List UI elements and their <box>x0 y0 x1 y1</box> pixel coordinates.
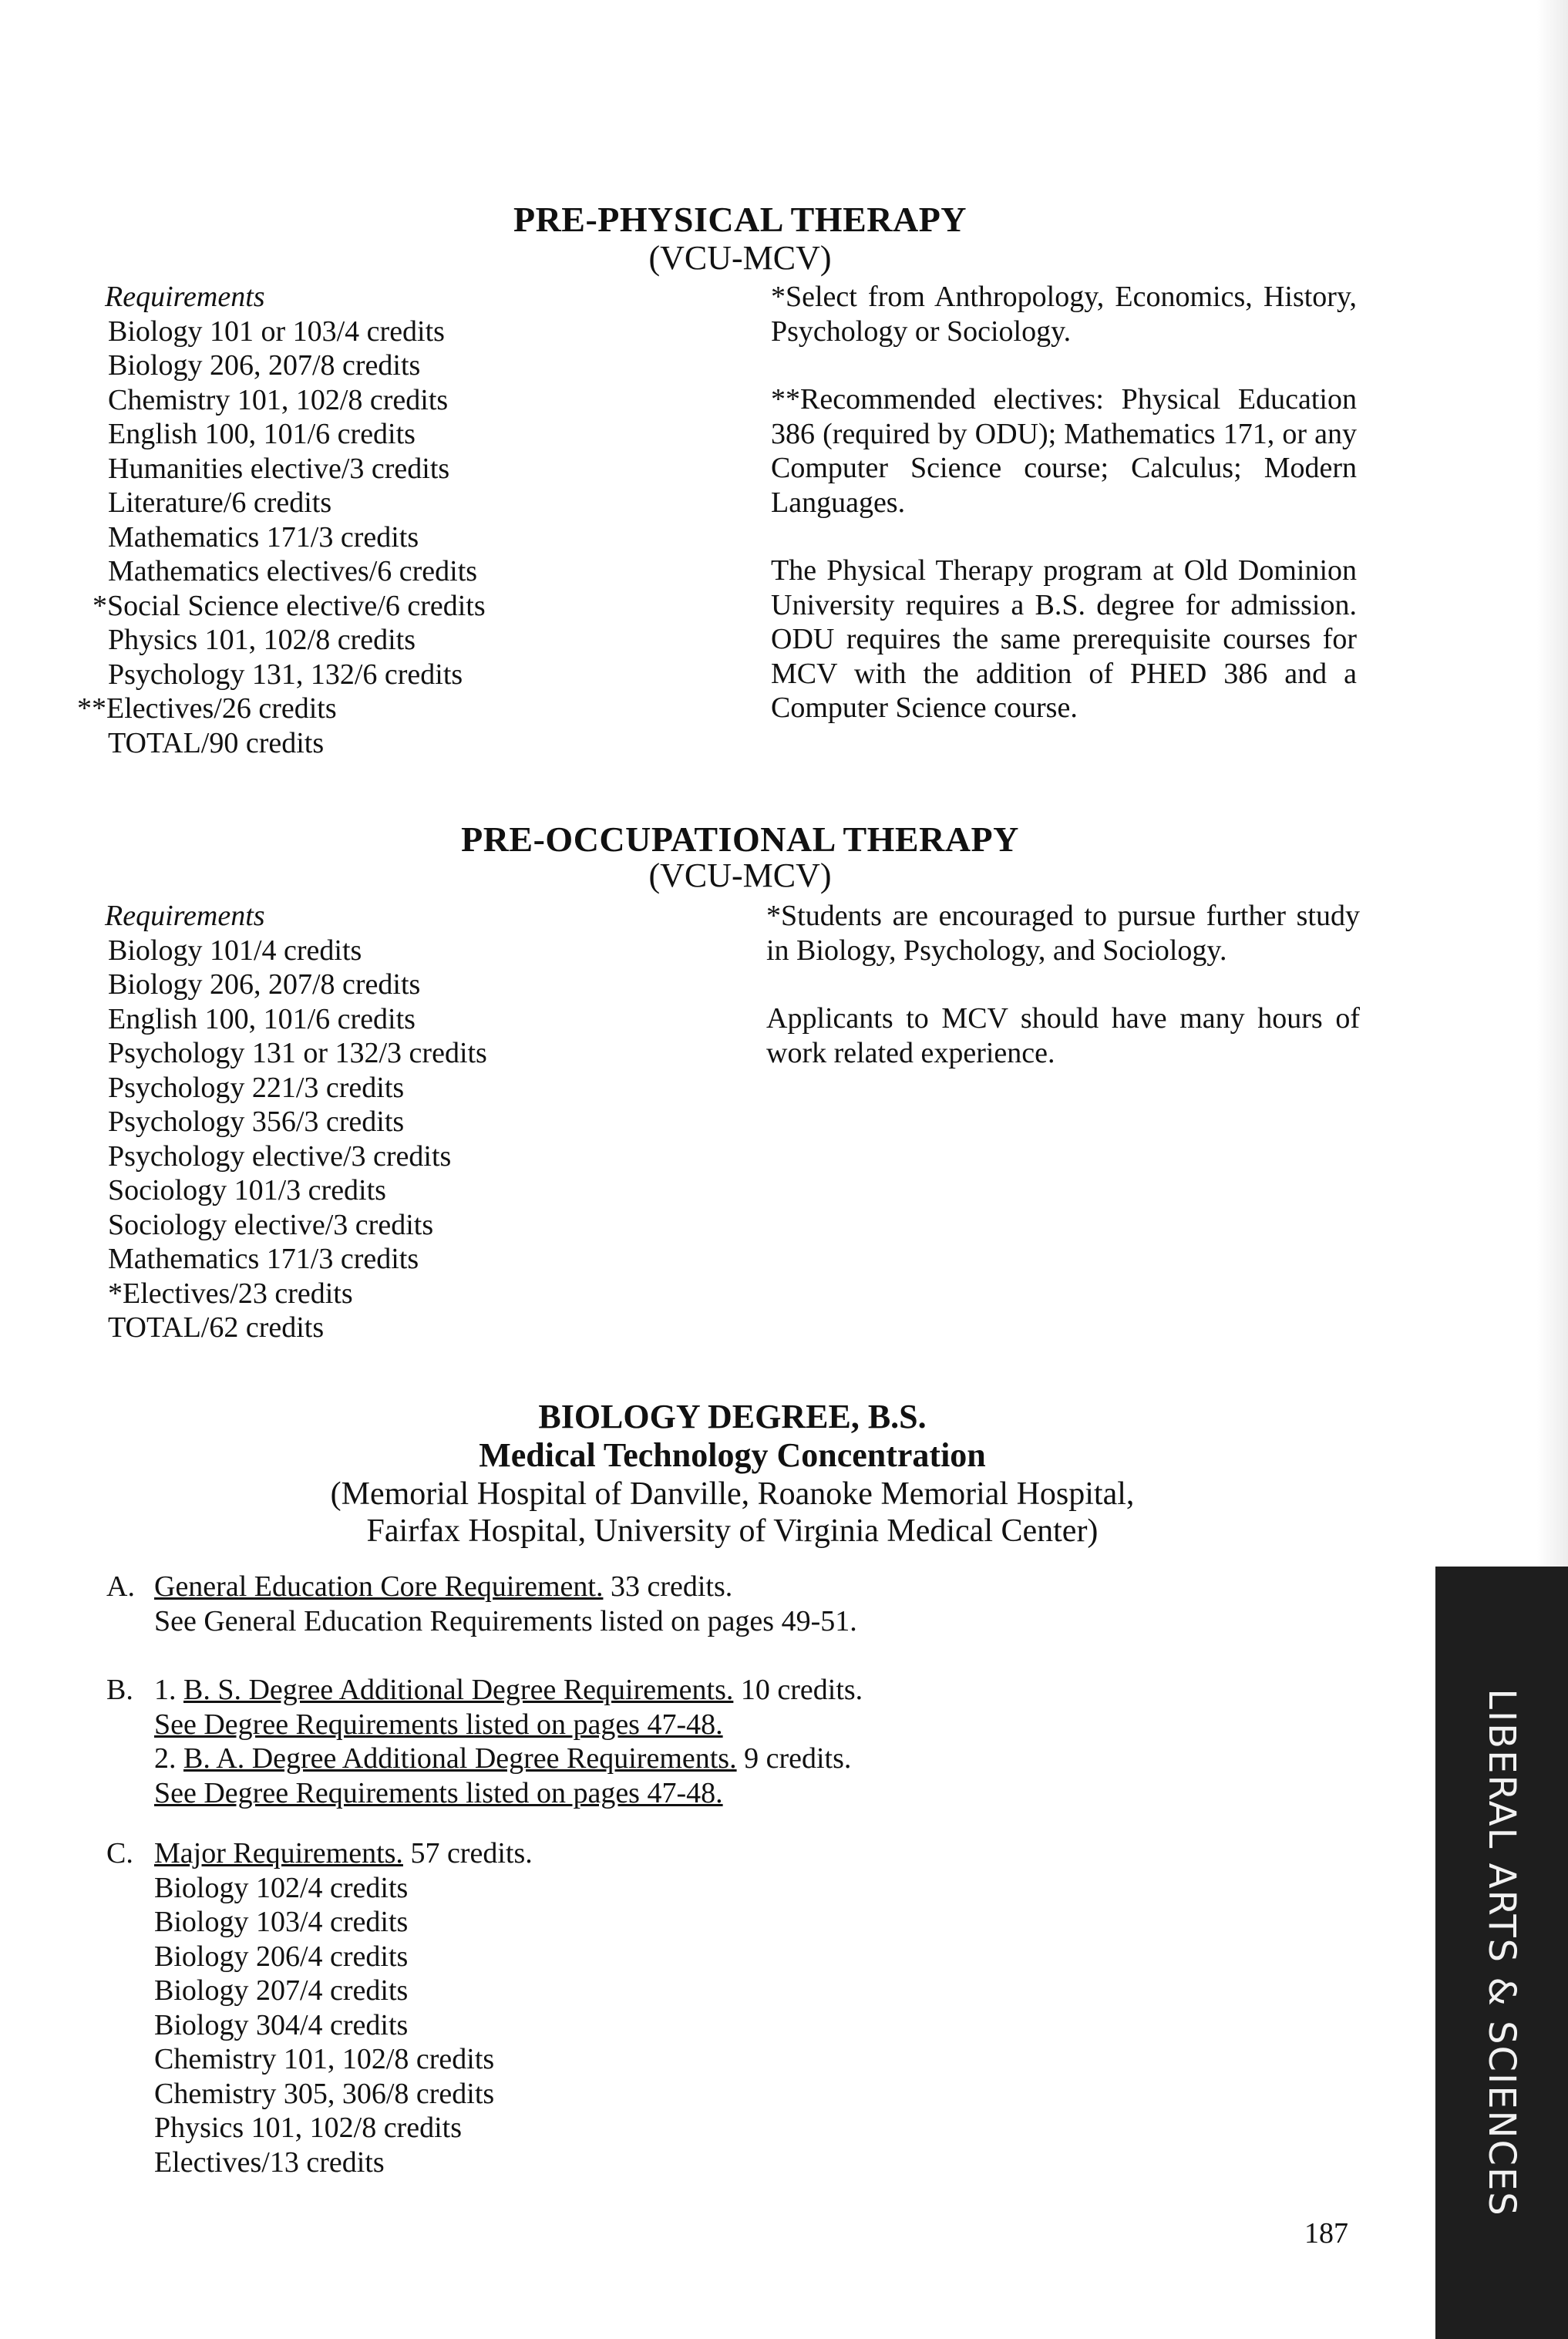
major-req-item: Chemistry 101, 102/8 credits <box>154 2043 495 2075</box>
ot-req-item: Psychology 131 or 132/3 credits <box>108 1037 487 1069</box>
pt-title: PRE-PHYSICAL THERAPY <box>513 200 967 239</box>
major-req-item: Physics 101, 102/8 credits <box>154 2112 462 2144</box>
section-c-heading: Major Requirements. <box>154 1837 403 1870</box>
pt-req-item: Biology 206, 207/8 credits <box>108 349 421 382</box>
ot-note: Applicants to MCV should have many hours of work related experience. <box>766 1002 1360 1069</box>
pt-total: TOTAL/90 credits <box>108 726 325 759</box>
bio-subtitle: Medical Technology Concentration <box>479 1436 986 1474</box>
pt-req-item: Biology 101 or 103/4 credits <box>108 315 445 348</box>
section-a-marker: A. <box>106 1570 135 1603</box>
ot-req-item: Sociology elective/3 credits <box>108 1208 434 1241</box>
pt-requirements <box>77 280 486 760</box>
major-req-item: Biology 103/4 credits <box>154 1906 409 1938</box>
pt-req-item: Humanities elective/3 credits <box>108 452 450 485</box>
page-number: 187 <box>1304 2217 1348 2250</box>
section-b-marker: B. <box>106 1674 133 1706</box>
bio-hospitals-line2: Fairfax Hospital, University of Virginia Medical Center) <box>366 1513 1099 1549</box>
section-c-marker: C. <box>106 1837 133 1870</box>
pt-req-item: Mathematics 171/3 credits <box>108 520 419 554</box>
section-thumb-tab <box>1435 1567 1568 2339</box>
ot-req-item: Psychology 221/3 credits <box>108 1071 405 1104</box>
section-b2-credits: 9 credits. <box>736 1742 852 1775</box>
bio-section-a <box>106 1570 857 1638</box>
pt-req-item: Mathematics electives/6 credits <box>108 555 478 587</box>
bio-hospitals-line1: (Memorial Hospital of Danville, Roanoke Memorial Hospital, <box>330 1476 1135 1512</box>
pt-note: *Select from Anthropology, Economics, History, Psychology or Sociology. <box>771 281 1357 348</box>
section-b1-credits: 10 credits. <box>733 1674 863 1706</box>
page-edge-shadow <box>1537 0 1568 1567</box>
section-c-credits: 57 credits. <box>402 1837 533 1870</box>
section-b1-heading: B. S. Degree Additional Degree Requirements. <box>183 1674 734 1706</box>
ot-req-item: *Electives/23 credits <box>108 1277 353 1310</box>
ot-req-item: Psychology elective/3 credits <box>108 1139 452 1173</box>
ot-req-label: Requirements <box>105 900 265 932</box>
section-b1-number: 1. <box>154 1674 183 1706</box>
major-req-item: Biology 102/4 credits <box>154 1871 409 1904</box>
ot-note: *Students are encouraged to pursue further study in Biology, Psychology, and Sociology. <box>766 900 1360 967</box>
ot-subtitle: (VCU-MCV) <box>648 857 832 894</box>
bio-section-c <box>106 1836 533 2179</box>
bio-section-b <box>106 1673 863 1810</box>
pt-note: The Physical Therapy program at Old Dominion University requires a B.S. degree for admission. ODU requires the same prerequisite courses for MCV with the addition of PHED 386 and a Computer Science course. <box>771 554 1357 724</box>
ot-req-item: Mathematics 171/3 credits <box>108 1243 419 1275</box>
ot-requirements <box>105 899 487 1345</box>
pt-req-item: Physics 101, 102/8 credits <box>108 624 416 656</box>
ot-req-item: Biology 206, 207/8 credits <box>108 968 421 1001</box>
pt-req-item: Literature/6 credits <box>108 486 332 519</box>
pt-req-item: Psychology 131, 132/6 credits <box>108 658 463 691</box>
pt-req-item: Chemistry 101, 102/8 credits <box>108 383 449 416</box>
bio-title: BIOLOGY DEGREE, B.S. <box>538 1398 927 1435</box>
section-a-credits: 33 credits. <box>603 1570 733 1603</box>
pt-note: **Recommended electives: Physical Education 386 (required by ODU); Mathematics 171, or any Computer Science course; Calculus; Modern Languages. <box>771 383 1357 519</box>
pt-req-item: **Electives/26 credits <box>77 692 337 725</box>
major-req-item: Electives/13 credits <box>154 2145 385 2179</box>
major-req-item: Biology 304/4 credits <box>154 2008 409 2041</box>
major-req-item: Biology 206/4 credits <box>154 1940 409 1973</box>
major-req-item: Chemistry 305, 306/8 credits <box>154 2077 495 2110</box>
section-a-see: See General Education Requirements listed on pages 49-51. <box>154 1604 857 1637</box>
ot-req-item: Biology 101/4 credits <box>108 934 362 967</box>
ot-total: TOTAL/62 credits <box>108 1311 325 1344</box>
section-b2-heading: B. A. Degree Additional Degree Requirements. <box>183 1742 737 1775</box>
section-a-heading: General Education Core Requirement. <box>154 1570 604 1603</box>
pt-req-label: Requirements <box>105 281 265 313</box>
section-b1-see: See Degree Requirements listed on pages 47-48. <box>154 1708 723 1741</box>
ot-notes <box>766 899 1360 1104</box>
section-b2-see: See Degree Requirements listed on pages 47-48. <box>154 1776 723 1809</box>
ot-req-item: Sociology 101/3 credits <box>108 1174 386 1207</box>
ot-title: PRE-OCCUPATIONAL THERAPY <box>461 819 1019 859</box>
pt-notes <box>771 280 1357 759</box>
section-thumb-tab-label: LIBERAL ARTS & SCIENCES <box>1480 1688 1523 2217</box>
ot-req-item: English 100, 101/6 credits <box>108 1002 416 1035</box>
pt-req-item: *Social Science elective/6 credits <box>93 589 486 622</box>
major-req-item: Biology 207/4 credits <box>154 1974 409 2007</box>
ot-req-item: Psychology 356/3 credits <box>108 1106 405 1138</box>
pt-subtitle: (VCU-MCV) <box>648 239 832 277</box>
pt-req-item: English 100, 101/6 credits <box>108 418 416 450</box>
section-b2-number: 2. <box>154 1742 183 1775</box>
